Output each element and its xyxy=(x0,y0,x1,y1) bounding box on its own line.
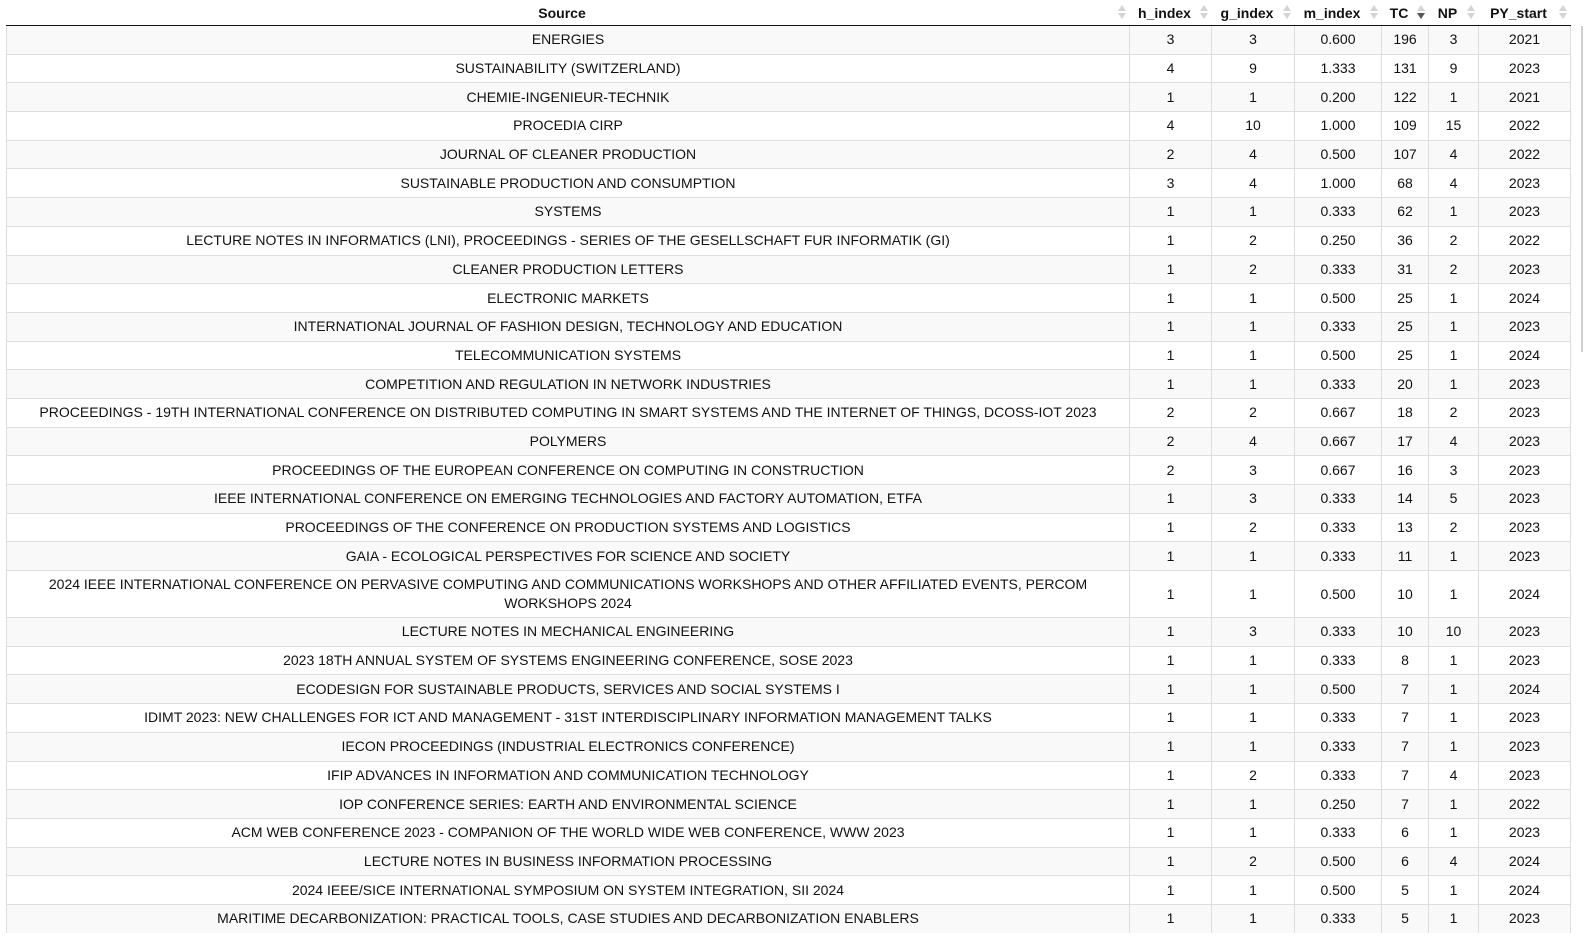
cell-h-index: 3 xyxy=(1130,26,1212,55)
cell-tc: 7 xyxy=(1382,704,1429,733)
cell-source: IECON PROCEEDINGS (INDUSTRIAL ELECTRONICS CONFERENCE) xyxy=(7,732,1130,761)
cell-np: 1 xyxy=(1429,341,1479,370)
cell-m-index: 0.333 xyxy=(1295,485,1382,514)
table-row[interactable] xyxy=(7,284,1571,313)
column-header-label: TC xyxy=(1389,4,1409,21)
cell-g-index: 1 xyxy=(1212,370,1295,399)
cell-source: SYSTEMS xyxy=(7,198,1130,227)
cell-m-index: 1.000 xyxy=(1295,169,1382,198)
cell-g-index: 1 xyxy=(1212,790,1295,819)
cell-tc: 131 xyxy=(1382,54,1429,83)
cell-source: POLYMERS xyxy=(7,427,1130,456)
cell-source: 2023 18TH ANNUAL SYSTEM OF SYSTEMS ENGINEERING CONFERENCE, SOSE 2023 xyxy=(7,646,1130,675)
cell-py-start: 2023 xyxy=(1479,761,1571,790)
table-row[interactable] xyxy=(7,876,1571,905)
cell-source: SUSTAINABLE PRODUCTION AND CONSUMPTION xyxy=(7,169,1130,198)
cell-m-index: 0.500 xyxy=(1295,571,1382,618)
cell-h-index: 1 xyxy=(1130,904,1212,932)
cell-h-index: 1 xyxy=(1130,485,1212,514)
cell-np: 1 xyxy=(1429,904,1479,932)
cell-h-index: 2 xyxy=(1130,456,1212,485)
cell-source: 2024 IEEE/SICE INTERNATIONAL SYMPOSIUM ON SYSTEM INTEGRATION, SII 2024 xyxy=(7,876,1130,905)
cell-source: MARITIME DECARBONIZATION: PRACTICAL TOOLS, CASE STUDIES AND DECARBONIZATION ENABLERS xyxy=(7,904,1130,932)
cell-h-index: 3 xyxy=(1130,169,1212,198)
column-header-g-index[interactable] xyxy=(1212,0,1295,26)
cell-h-index: 1 xyxy=(1130,255,1212,284)
cell-py-start: 2023 xyxy=(1479,427,1571,456)
cell-source: COMPETITION AND REGULATION IN NETWORK INDUSTRIES xyxy=(7,370,1130,399)
table-row[interactable] xyxy=(7,513,1571,542)
cell-source: ACM WEB CONFERENCE 2023 - COMPANION OF THE WORLD WIDE WEB CONFERENCE, WWW 2023 xyxy=(7,818,1130,847)
cell-tc: 16 xyxy=(1382,456,1429,485)
cell-py-start: 2023 xyxy=(1479,255,1571,284)
cell-tc: 5 xyxy=(1382,904,1429,932)
cell-tc: 107 xyxy=(1382,140,1429,169)
sort-icon[interactable] xyxy=(1283,5,1291,19)
column-header-h-index[interactable] xyxy=(1130,0,1212,26)
cell-g-index: 9 xyxy=(1212,54,1295,83)
cell-py-start: 2022 xyxy=(1479,790,1571,819)
cell-m-index: 0.500 xyxy=(1295,876,1382,905)
cell-tc: 68 xyxy=(1382,169,1429,198)
cell-np: 10 xyxy=(1429,618,1479,647)
cell-h-index: 1 xyxy=(1130,542,1212,571)
cell-g-index: 3 xyxy=(1212,456,1295,485)
cell-tc: 13 xyxy=(1382,513,1429,542)
cell-m-index: 0.250 xyxy=(1295,226,1382,255)
cell-np: 4 xyxy=(1429,847,1479,876)
cell-py-start: 2023 xyxy=(1479,646,1571,675)
cell-h-index: 1 xyxy=(1130,818,1212,847)
cell-g-index: 4 xyxy=(1212,140,1295,169)
cell-m-index: 0.500 xyxy=(1295,341,1382,370)
cell-np: 4 xyxy=(1429,140,1479,169)
cell-g-index: 1 xyxy=(1212,876,1295,905)
table-row[interactable] xyxy=(7,427,1571,456)
cell-h-index: 1 xyxy=(1130,513,1212,542)
table-row[interactable] xyxy=(7,255,1571,284)
cell-h-index: 1 xyxy=(1130,312,1212,341)
cell-source: TELECOMMUNICATION SYSTEMS xyxy=(7,341,1130,370)
cell-m-index: 0.333 xyxy=(1295,818,1382,847)
table-row[interactable] xyxy=(7,485,1571,514)
cell-tc: 36 xyxy=(1382,226,1429,255)
cell-source: IFIP ADVANCES IN INFORMATION AND COMMUNICATION TECHNOLOGY xyxy=(7,761,1130,790)
cell-py-start: 2023 xyxy=(1479,485,1571,514)
cell-source: ENERGIES xyxy=(7,26,1130,55)
cell-h-index: 1 xyxy=(1130,704,1212,733)
cell-py-start: 2023 xyxy=(1479,169,1571,198)
table-row[interactable] xyxy=(7,675,1571,704)
cell-m-index: 0.333 xyxy=(1295,904,1382,932)
column-header-label: Source xyxy=(538,4,586,21)
column-header-py-start[interactable] xyxy=(1479,0,1571,26)
cell-h-index: 1 xyxy=(1130,761,1212,790)
cell-tc: 18 xyxy=(1382,398,1429,427)
sources-table xyxy=(6,0,1571,933)
cell-np: 1 xyxy=(1429,83,1479,112)
cell-source: IOP CONFERENCE SERIES: EARTH AND ENVIRONMENTAL SCIENCE xyxy=(7,790,1130,819)
cell-g-index: 1 xyxy=(1212,571,1295,618)
cell-h-index: 1 xyxy=(1130,341,1212,370)
column-header-m-index[interactable] xyxy=(1295,0,1382,26)
table-body xyxy=(7,26,1571,933)
cell-py-start: 2023 xyxy=(1479,513,1571,542)
cell-py-start: 2023 xyxy=(1479,54,1571,83)
cell-np: 1 xyxy=(1429,732,1479,761)
cell-np: 1 xyxy=(1429,571,1479,618)
sort-icon[interactable] xyxy=(1118,5,1126,19)
cell-m-index: 0.333 xyxy=(1295,761,1382,790)
cell-source: LECTURE NOTES IN MECHANICAL ENGINEERING xyxy=(7,618,1130,647)
cell-g-index: 1 xyxy=(1212,646,1295,675)
cell-g-index: 2 xyxy=(1212,513,1295,542)
cell-m-index: 0.500 xyxy=(1295,675,1382,704)
cell-np: 4 xyxy=(1429,427,1479,456)
cell-g-index: 2 xyxy=(1212,398,1295,427)
cell-np: 1 xyxy=(1429,675,1479,704)
cell-np: 2 xyxy=(1429,398,1479,427)
cell-py-start: 2023 xyxy=(1479,370,1571,399)
table-row[interactable] xyxy=(7,646,1571,675)
cell-tc: 8 xyxy=(1382,646,1429,675)
cell-h-index: 1 xyxy=(1130,847,1212,876)
cell-g-index: 3 xyxy=(1212,26,1295,55)
table-row[interactable] xyxy=(7,761,1571,790)
cell-tc: 25 xyxy=(1382,284,1429,313)
table-row[interactable] xyxy=(7,732,1571,761)
cell-source: INTERNATIONAL JOURNAL OF FASHION DESIGN, TECHNOLOGY AND EDUCATION xyxy=(7,312,1130,341)
cell-g-index: 4 xyxy=(1212,427,1295,456)
cell-m-index: 0.333 xyxy=(1295,542,1382,571)
cell-h-index: 1 xyxy=(1130,876,1212,905)
table-row[interactable] xyxy=(7,571,1571,618)
cell-np: 1 xyxy=(1429,790,1479,819)
cell-m-index: 0.500 xyxy=(1295,284,1382,313)
cell-tc: 31 xyxy=(1382,255,1429,284)
cell-h-index: 4 xyxy=(1130,112,1212,141)
cell-np: 4 xyxy=(1429,761,1479,790)
cell-g-index: 1 xyxy=(1212,312,1295,341)
column-header-np[interactable] xyxy=(1429,0,1479,26)
table-row[interactable] xyxy=(7,904,1571,932)
cell-py-start: 2023 xyxy=(1479,542,1571,571)
table-row[interactable] xyxy=(7,83,1571,112)
cell-source: ECODESIGN FOR SUSTAINABLE PRODUCTS, SERVICES AND SOCIAL SYSTEMS I xyxy=(7,675,1130,704)
cell-np: 1 xyxy=(1429,646,1479,675)
cell-py-start: 2024 xyxy=(1479,876,1571,905)
cell-source: PROCEDIA CIRP xyxy=(7,112,1130,141)
table-row[interactable] xyxy=(7,226,1571,255)
table-row[interactable] xyxy=(7,542,1571,571)
cell-h-index: 2 xyxy=(1130,140,1212,169)
column-header-label: g_index xyxy=(1220,4,1274,21)
cell-h-index: 2 xyxy=(1130,427,1212,456)
cell-m-index: 0.200 xyxy=(1295,83,1382,112)
cell-np: 3 xyxy=(1429,456,1479,485)
cell-source: ELECTRONIC MARKETS xyxy=(7,284,1130,313)
cell-source: JOURNAL OF CLEANER PRODUCTION xyxy=(7,140,1130,169)
table-row[interactable] xyxy=(7,140,1571,169)
cell-h-index: 1 xyxy=(1130,370,1212,399)
cell-m-index: 1.000 xyxy=(1295,112,1382,141)
cell-py-start: 2021 xyxy=(1479,26,1571,55)
cell-g-index: 1 xyxy=(1212,732,1295,761)
cell-g-index: 3 xyxy=(1212,618,1295,647)
cell-tc: 7 xyxy=(1382,790,1429,819)
cell-g-index: 1 xyxy=(1212,83,1295,112)
cell-h-index: 2 xyxy=(1130,398,1212,427)
cell-source: 2024 IEEE INTERNATIONAL CONFERENCE ON PERVASIVE COMPUTING AND COMMUNICATIONS WORKSHOPS AND OTHER AFFILIATED EVENTS, PERCOM WORKSHOPS 2024 xyxy=(7,571,1130,618)
cell-g-index: 2 xyxy=(1212,761,1295,790)
cell-g-index: 2 xyxy=(1212,847,1295,876)
cell-np: 2 xyxy=(1429,513,1479,542)
cell-h-index: 1 xyxy=(1130,618,1212,647)
cell-m-index: 0.333 xyxy=(1295,255,1382,284)
cell-g-index: 3 xyxy=(1212,485,1295,514)
cell-m-index: 0.600 xyxy=(1295,26,1382,55)
cell-py-start: 2023 xyxy=(1479,732,1571,761)
cell-m-index: 0.333 xyxy=(1295,704,1382,733)
cell-m-index: 0.667 xyxy=(1295,398,1382,427)
cell-source: PROCEEDINGS - 19TH INTERNATIONAL CONFERENCE ON DISTRIBUTED COMPUTING IN SMART SYSTEMS AND THE INTERNET OF THINGS, DCOSS-IOT 2023 xyxy=(7,398,1130,427)
cell-tc: 20 xyxy=(1382,370,1429,399)
cell-py-start: 2023 xyxy=(1479,456,1571,485)
sort-icon[interactable] xyxy=(1200,5,1208,19)
cell-h-index: 4 xyxy=(1130,54,1212,83)
table-row[interactable] xyxy=(7,790,1571,819)
cell-source: PROCEEDINGS OF THE CONFERENCE ON PRODUCTION SYSTEMS AND LOGISTICS xyxy=(7,513,1130,542)
cell-np: 15 xyxy=(1429,112,1479,141)
cell-np: 1 xyxy=(1429,312,1479,341)
cell-tc: 17 xyxy=(1382,427,1429,456)
cell-g-index: 1 xyxy=(1212,284,1295,313)
cell-h-index: 1 xyxy=(1130,284,1212,313)
cell-np: 2 xyxy=(1429,255,1479,284)
cell-m-index: 0.333 xyxy=(1295,646,1382,675)
cell-py-start: 2023 xyxy=(1479,398,1571,427)
table-row[interactable] xyxy=(7,618,1571,647)
cell-py-start: 2022 xyxy=(1479,112,1571,141)
cell-g-index: 1 xyxy=(1212,341,1295,370)
cell-m-index: 1.333 xyxy=(1295,54,1382,83)
cell-tc: 14 xyxy=(1382,485,1429,514)
cell-np: 3 xyxy=(1429,26,1479,55)
cell-g-index: 1 xyxy=(1212,704,1295,733)
table-row[interactable] xyxy=(7,169,1571,198)
cell-m-index: 0.333 xyxy=(1295,312,1382,341)
cell-py-start: 2024 xyxy=(1479,341,1571,370)
cell-np: 4 xyxy=(1429,169,1479,198)
cell-g-index: 4 xyxy=(1212,169,1295,198)
cell-py-start: 2023 xyxy=(1479,904,1571,932)
cell-m-index: 0.500 xyxy=(1295,847,1382,876)
cell-m-index: 0.667 xyxy=(1295,456,1382,485)
cell-np: 1 xyxy=(1429,704,1479,733)
cell-tc: 122 xyxy=(1382,83,1429,112)
cell-tc: 196 xyxy=(1382,26,1429,55)
cell-h-index: 1 xyxy=(1130,732,1212,761)
cell-np: 1 xyxy=(1429,284,1479,313)
cell-source: SUSTAINABILITY (SWITZERLAND) xyxy=(7,54,1130,83)
cell-h-index: 1 xyxy=(1130,226,1212,255)
sort-icon[interactable] xyxy=(1559,5,1567,19)
cell-source: CLEANER PRODUCTION LETTERS xyxy=(7,255,1130,284)
sort-icon[interactable] xyxy=(1370,5,1378,19)
cell-m-index: 0.333 xyxy=(1295,198,1382,227)
cell-h-index: 1 xyxy=(1130,675,1212,704)
column-header-label: PY_start xyxy=(1490,4,1547,21)
table-row[interactable] xyxy=(7,26,1571,55)
cell-g-index: 1 xyxy=(1212,675,1295,704)
cell-h-index: 1 xyxy=(1130,790,1212,819)
table-row[interactable] xyxy=(7,54,1571,83)
cell-py-start: 2022 xyxy=(1479,226,1571,255)
cell-tc: 7 xyxy=(1382,675,1429,704)
cell-tc: 62 xyxy=(1382,198,1429,227)
column-header-label: h_index xyxy=(1138,4,1191,21)
table-row[interactable] xyxy=(7,312,1571,341)
cell-tc: 25 xyxy=(1382,312,1429,341)
cell-np: 1 xyxy=(1429,370,1479,399)
cell-g-index: 10 xyxy=(1212,112,1295,141)
cell-tc: 25 xyxy=(1382,341,1429,370)
cell-source: GAIA - ECOLOGICAL PERSPECTIVES FOR SCIENCE AND SOCIETY xyxy=(7,542,1130,571)
table-row[interactable] xyxy=(7,370,1571,399)
table-row[interactable] xyxy=(7,456,1571,485)
column-header-label: NP xyxy=(1437,4,1458,21)
cell-tc: 7 xyxy=(1382,732,1429,761)
cell-m-index: 0.250 xyxy=(1295,790,1382,819)
cell-tc: 6 xyxy=(1382,847,1429,876)
table-row[interactable] xyxy=(7,341,1571,370)
table-row[interactable] xyxy=(7,704,1571,733)
cell-py-start: 2023 xyxy=(1479,312,1571,341)
cell-py-start: 2022 xyxy=(1479,140,1571,169)
cell-tc: 10 xyxy=(1382,618,1429,647)
cell-np: 5 xyxy=(1429,485,1479,514)
column-header-source[interactable] xyxy=(7,0,1130,26)
cell-h-index: 1 xyxy=(1130,83,1212,112)
cell-h-index: 1 xyxy=(1130,198,1212,227)
cell-py-start: 2024 xyxy=(1479,571,1571,618)
cell-np: 1 xyxy=(1429,198,1479,227)
sort-icon[interactable] xyxy=(1467,5,1475,19)
cell-source: LECTURE NOTES IN BUSINESS INFORMATION PROCESSING xyxy=(7,847,1130,876)
cell-m-index: 0.500 xyxy=(1295,140,1382,169)
cell-py-start: 2021 xyxy=(1479,83,1571,112)
cell-g-index: 2 xyxy=(1212,226,1295,255)
header-row xyxy=(7,0,1571,26)
table-header xyxy=(7,0,1571,26)
cell-tc: 7 xyxy=(1382,761,1429,790)
cell-g-index: 1 xyxy=(1212,904,1295,932)
cell-py-start: 2023 xyxy=(1479,704,1571,733)
cell-source: PROCEEDINGS OF THE EUROPEAN CONFERENCE ON COMPUTING IN CONSTRUCTION xyxy=(7,456,1130,485)
cell-np: 1 xyxy=(1429,818,1479,847)
cell-h-index: 1 xyxy=(1130,571,1212,618)
cell-tc: 10 xyxy=(1382,571,1429,618)
table-row[interactable] xyxy=(7,198,1571,227)
cell-tc: 5 xyxy=(1382,876,1429,905)
cell-m-index: 0.333 xyxy=(1295,618,1382,647)
sources-table-container xyxy=(6,0,1570,933)
cell-np: 2 xyxy=(1429,226,1479,255)
cell-np: 1 xyxy=(1429,542,1479,571)
cell-g-index: 2 xyxy=(1212,255,1295,284)
table-row[interactable] xyxy=(7,398,1571,427)
cell-py-start: 2024 xyxy=(1479,847,1571,876)
cell-py-start: 2023 xyxy=(1479,198,1571,227)
cell-py-start: 2024 xyxy=(1479,284,1571,313)
cell-m-index: 0.667 xyxy=(1295,427,1382,456)
table-row[interactable] xyxy=(7,847,1571,876)
cell-m-index: 0.333 xyxy=(1295,513,1382,542)
cell-np: 1 xyxy=(1429,876,1479,905)
cell-tc: 109 xyxy=(1382,112,1429,141)
cell-source: LECTURE NOTES IN INFORMATICS (LNI), PROCEEDINGS - SERIES OF THE GESELLSCHAFT FUR INFORMATIK (GI) xyxy=(7,226,1130,255)
sort-desc-icon[interactable] xyxy=(1417,5,1425,19)
cell-py-start: 2023 xyxy=(1479,618,1571,647)
cell-np: 9 xyxy=(1429,54,1479,83)
cell-tc: 6 xyxy=(1382,818,1429,847)
cell-py-start: 2024 xyxy=(1479,675,1571,704)
cell-source: CHEMIE-INGENIEUR-TECHNIK xyxy=(7,83,1130,112)
cell-g-index: 1 xyxy=(1212,198,1295,227)
cell-m-index: 0.333 xyxy=(1295,370,1382,399)
cell-tc: 11 xyxy=(1382,542,1429,571)
column-header-tc[interactable] xyxy=(1382,0,1429,26)
cell-source: IEEE INTERNATIONAL CONFERENCE ON EMERGING TECHNOLOGIES AND FACTORY AUTOMATION, ETFA xyxy=(7,485,1130,514)
table-row[interactable] xyxy=(7,818,1571,847)
cell-source: IDIMT 2023: NEW CHALLENGES FOR ICT AND MANAGEMENT - 31ST INTERDISCIPLINARY INFORMATION MANAGEMENT TALKS xyxy=(7,704,1130,733)
cell-m-index: 0.333 xyxy=(1295,732,1382,761)
cell-py-start: 2023 xyxy=(1479,818,1571,847)
cell-g-index: 1 xyxy=(1212,542,1295,571)
table-row[interactable] xyxy=(7,112,1571,141)
column-header-label: m_index xyxy=(1303,4,1361,21)
cell-h-index: 1 xyxy=(1130,646,1212,675)
cell-g-index: 1 xyxy=(1212,818,1295,847)
